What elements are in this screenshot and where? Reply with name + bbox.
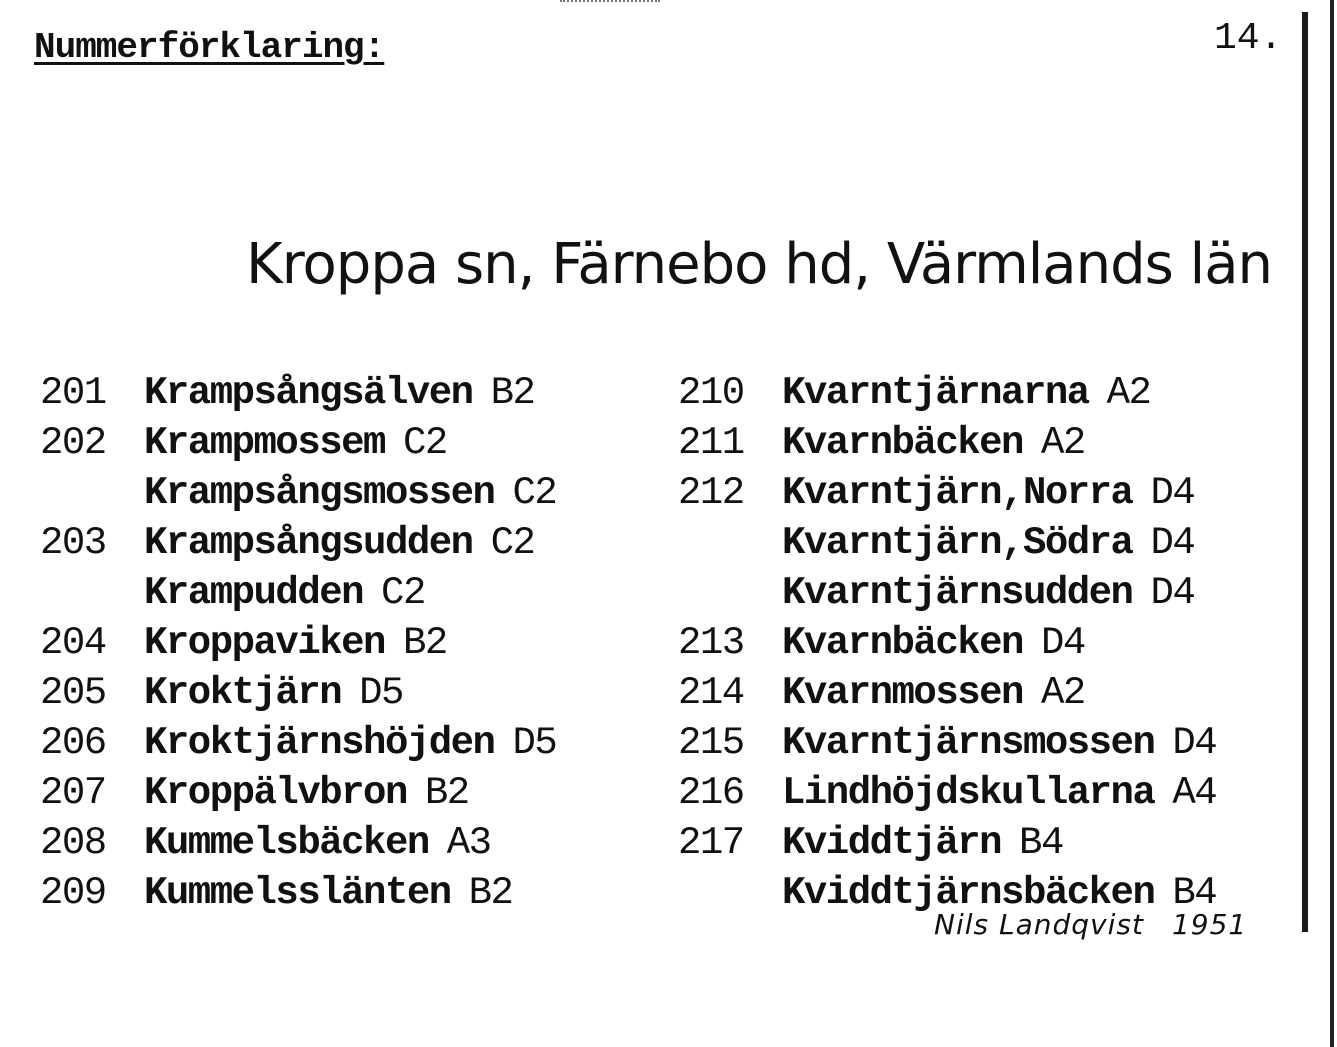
list-item bbox=[40, 618, 556, 668]
list-item bbox=[678, 418, 1216, 468]
list-item bbox=[678, 468, 1216, 518]
entry-number: 209 bbox=[40, 871, 106, 915]
place-name: Kummelsslänten bbox=[144, 871, 451, 915]
grid-code: C2 bbox=[490, 521, 535, 565]
grid-code: C2 bbox=[512, 471, 557, 515]
place-name: Krampudden bbox=[144, 571, 364, 615]
list-item bbox=[40, 718, 556, 768]
right-column bbox=[678, 368, 1216, 918]
entry-number: 214 bbox=[678, 671, 744, 715]
heading-text: Nummerförklaring: bbox=[34, 27, 385, 68]
list-item bbox=[678, 768, 1216, 818]
grid-code: A3 bbox=[446, 821, 491, 865]
entry-number: 213 bbox=[678, 621, 744, 665]
place-name: Kvarntjärnsudden bbox=[782, 571, 1133, 615]
entry-number: 210 bbox=[678, 371, 744, 415]
entry-number: 216 bbox=[678, 771, 744, 815]
list-item bbox=[678, 618, 1216, 668]
entry-number: 202 bbox=[40, 421, 106, 465]
grid-code: D4 bbox=[1150, 571, 1195, 615]
signature-author: Nils Landqvist bbox=[934, 908, 1144, 941]
place-name: Lindhöjdskullarna bbox=[782, 771, 1155, 815]
signature bbox=[934, 908, 1247, 942]
place-name: Kroppaviken bbox=[144, 621, 385, 665]
top-edge-mark bbox=[560, 0, 660, 5]
grid-code: B4 bbox=[1019, 821, 1063, 865]
place-name: Kviddtjärnsbäcken bbox=[782, 871, 1155, 915]
place-name: Kvarnmossen bbox=[782, 671, 1023, 715]
grid-code: B2 bbox=[424, 771, 469, 815]
place-name: Kummelsbäcken bbox=[144, 821, 429, 865]
place-name: Kroktjärn bbox=[144, 671, 342, 715]
place-name: Kviddtjärn bbox=[782, 821, 1002, 865]
entry-number: 205 bbox=[40, 671, 106, 715]
list-item bbox=[40, 368, 556, 418]
grid-code: D5 bbox=[512, 721, 557, 765]
grid-code: B2 bbox=[490, 371, 535, 415]
scan-edge-line bbox=[1330, 0, 1334, 1047]
entry-number: 207 bbox=[40, 771, 106, 815]
place-name: Krampmossem bbox=[144, 421, 385, 465]
place-name: Kvarntjärnsmossen bbox=[782, 721, 1155, 765]
place-name: Kvarntjärnarna bbox=[782, 371, 1089, 415]
grid-code: D4 bbox=[1172, 721, 1217, 765]
page-number: 14. bbox=[1214, 17, 1283, 60]
list-item bbox=[678, 668, 1216, 718]
grid-code: B4 bbox=[1172, 871, 1217, 915]
place-name: Krampsångsmossen bbox=[144, 471, 495, 515]
list-item bbox=[40, 418, 556, 468]
list-item bbox=[40, 868, 556, 918]
list-item bbox=[40, 568, 556, 618]
entry-number: 217 bbox=[678, 821, 744, 865]
grid-code: D5 bbox=[359, 671, 403, 715]
grid-code: C2 bbox=[381, 571, 425, 615]
grid-code: A2 bbox=[1106, 371, 1151, 415]
grid-code: C2 bbox=[402, 421, 447, 465]
grid-code: B2 bbox=[402, 621, 447, 665]
grid-code: D4 bbox=[1150, 471, 1195, 515]
list-item bbox=[678, 568, 1216, 618]
place-name: Krampsångsälven bbox=[144, 371, 473, 415]
list-item bbox=[678, 718, 1216, 768]
entry-number: 201 bbox=[40, 371, 106, 415]
entry-number: 204 bbox=[40, 621, 106, 665]
entry-number: 206 bbox=[40, 721, 106, 765]
list-item bbox=[40, 518, 556, 568]
entry-number: 208 bbox=[40, 821, 106, 865]
list-item bbox=[678, 368, 1216, 418]
grid-code: D4 bbox=[1150, 521, 1195, 565]
grid-code: A2 bbox=[1040, 671, 1085, 715]
entry-number: 215 bbox=[678, 721, 744, 765]
signature-year: 1951 bbox=[1171, 908, 1248, 941]
entry-number: 203 bbox=[40, 521, 106, 565]
grid-code: A4 bbox=[1172, 771, 1217, 815]
grid-code: A2 bbox=[1040, 421, 1085, 465]
parish-title: Kroppa sn, Färnebo hd, Värmlands län bbox=[246, 232, 1273, 297]
place-name: Kvarnbäcken bbox=[782, 421, 1023, 465]
list-item bbox=[678, 518, 1216, 568]
card-right-border bbox=[1302, 12, 1308, 932]
entry-number: 211 bbox=[678, 421, 744, 465]
list-item bbox=[40, 768, 556, 818]
place-name: Kvarnbäcken bbox=[782, 621, 1023, 665]
place-name: Krampsångsudden bbox=[144, 521, 473, 565]
place-name: Kvarntjärn,Norra bbox=[782, 471, 1133, 515]
list-item bbox=[40, 818, 556, 868]
place-name: Kroktjärnshöjden bbox=[144, 721, 495, 765]
entry-number: 212 bbox=[678, 471, 744, 515]
grid-code: B2 bbox=[468, 871, 513, 915]
list-item bbox=[40, 468, 556, 518]
left-column bbox=[40, 368, 556, 918]
list-item bbox=[678, 818, 1216, 868]
card-heading bbox=[34, 28, 384, 68]
grid-code: D4 bbox=[1040, 621, 1085, 665]
list-item bbox=[40, 668, 556, 718]
place-name: Kroppälvbron bbox=[144, 771, 407, 815]
place-name: Kvarntjärn,Södra bbox=[782, 521, 1133, 565]
